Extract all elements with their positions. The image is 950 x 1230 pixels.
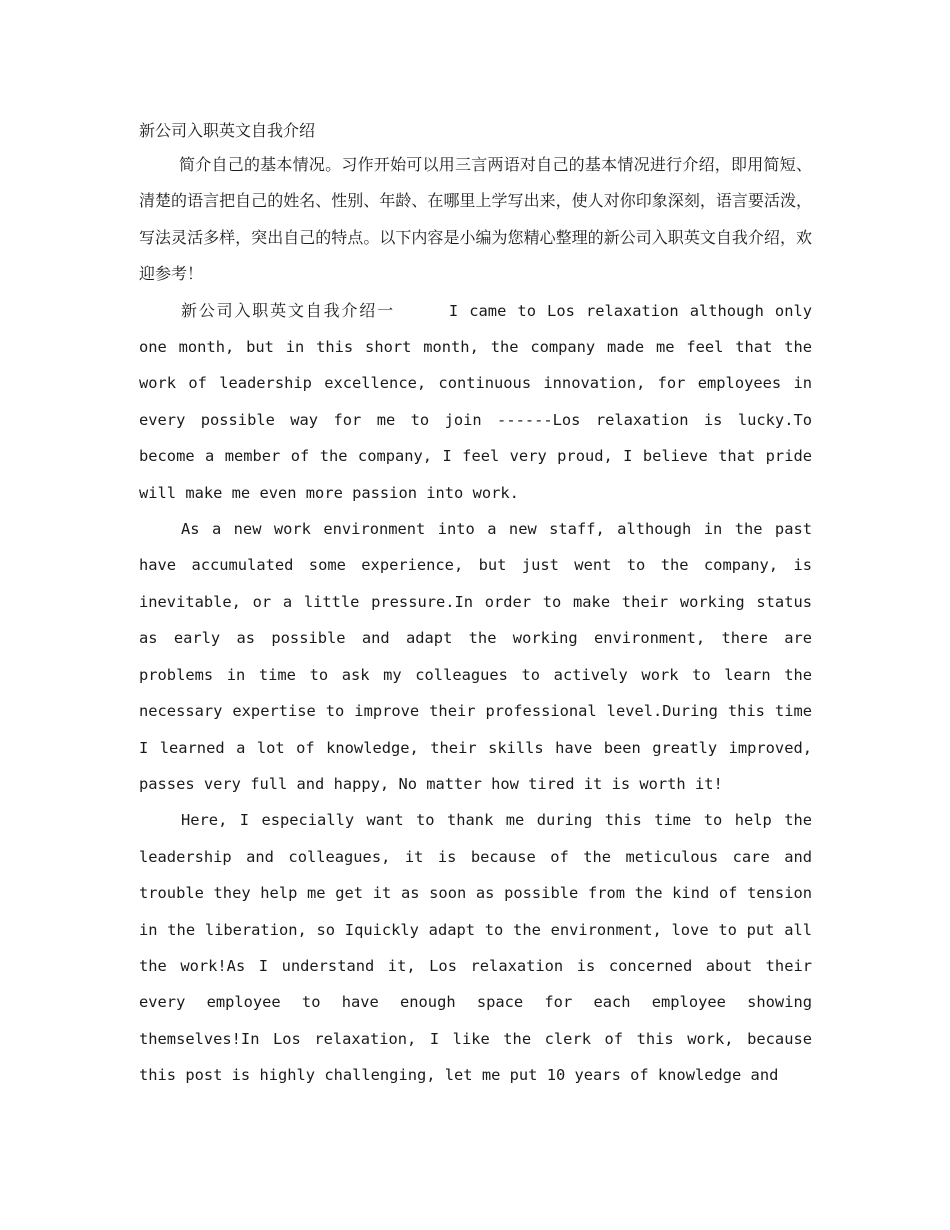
intro-paragraph: 简介自己的基本情况。习作开始可以用三言两语对自己的基本情况进行介绍，即用简短、清楚的语言把自己的姓名、性别、年龄、在哪里上学写出来，使人对你印象深刻，语言要活泼，写法灵活多样，突出自己的特点。以下内容是小编为您精心整理的新公司入职英文自我介绍，欢迎参考！ [139,155,812,284]
body-paragraph-2: As a new work environment into a new staff, although in the past have accumulated some experience, but just went to the company, is inevitable, or a little pressure.In order to make their working status as early as possible and adapt the working environment, there are problems in time to ask my colleagues to actively work to learn the necessary expertise to improve their professional level.During this time I learned a lot of knowledge, their skills have been greatly improved, passes very full and happy, No matter how tired it is worth it! [139,520,812,793]
section1-paragraph [139,293,812,511]
section1-text: I came to Los relaxation although only one month, but in this short month, the company made me feel that the work of leadership excellence, continuous innovation, for employees in every possible way for me to join ------Los relaxation is lucky.To become a member of the company, I feel very proud, I believe that pride will make me even more passion into work. [139,301,812,502]
section1-heading: 新公司入职英文自我介绍一 [181,300,395,320]
document-title: 新公司入职英文自我介绍 [139,121,316,140]
document-body [139,114,812,1094]
body-paragraph-3: Here, I especially want to thank me during this time to help the leadership and colleagues, it is because of the meticulous care and trouble they help me get it as soon as possible from the kind of tension in the liberation, so Iquickly adapt to the environment, love to put all the work!As I understand it, Los relaxation is concerned about their every employee to have enough space for each employee showing themselves!In Los relaxation, I like the clerk of this work, because this post is highly challenging, let me put 10 years of knowledge and [139,811,812,1085]
